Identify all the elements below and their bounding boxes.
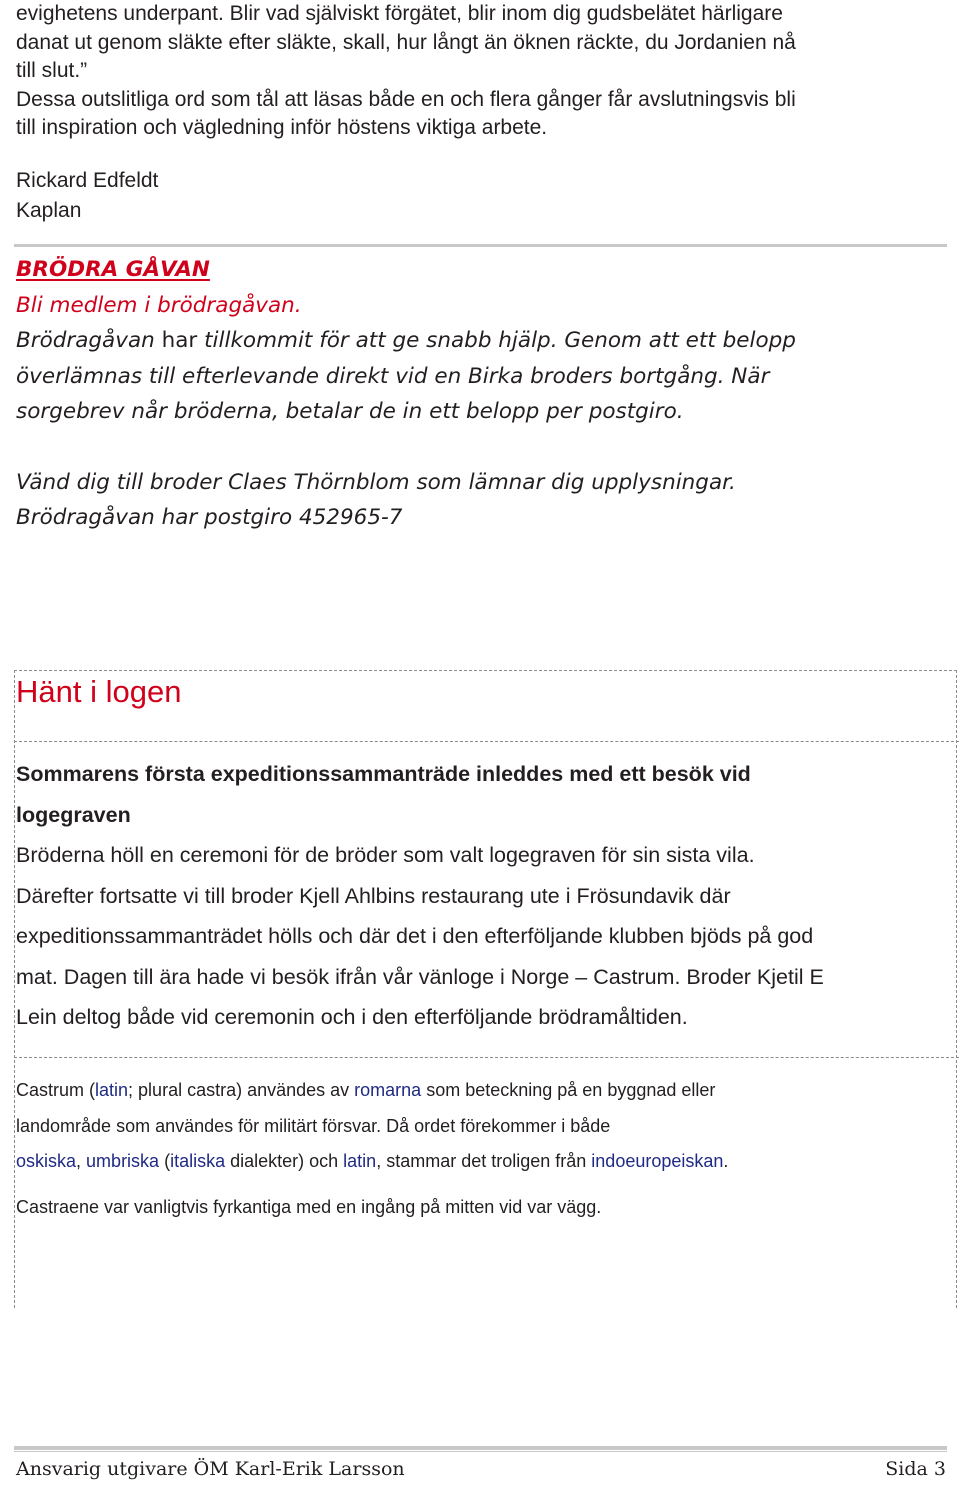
castrum-text: , stammar det troligen från: [376, 1151, 592, 1171]
intro-line: evighetens underpant. Blir vad själviskt förgätet, blir inom dig gudsbelätet härligare: [16, 2, 783, 25]
link-romarna[interactable]: romarna: [354, 1080, 422, 1100]
castrum-text: (: [159, 1151, 171, 1171]
dashed-divider: [14, 1057, 959, 1058]
castrum-text: som beteckning på en byggnad eller: [421, 1080, 716, 1100]
article-headline: Sommarens första expeditionssammanträde inleddes med ett besök vid: [16, 762, 751, 786]
dashed-divider: [14, 741, 959, 742]
link-indoeuropeiskan[interactable]: indoeuropeiskan: [591, 1151, 724, 1171]
page-number: Sida 3: [885, 1458, 946, 1480]
castrum-text: dialekter) och: [225, 1151, 344, 1171]
article-line: mat. Dagen till ära hade vi besök ifrån vår vänloge i Norge – Castrum. Broder Kjetil E: [16, 964, 824, 989]
section-divider: [14, 244, 947, 247]
castrum-text: .: [723, 1151, 729, 1171]
link-italiska[interactable]: italiska: [170, 1151, 226, 1171]
brodragavan-has: har: [161, 328, 198, 353]
footer-rule: [14, 1446, 947, 1450]
brodragavan-postgiro: Brödragåvan har postgiro 452965-7: [16, 505, 403, 530]
intro-line: till inspiration och vägledning inför höstens viktiga arbete.: [16, 116, 548, 139]
intro-line: till slut.”: [16, 59, 88, 82]
article-line: Lein deltog både vid ceremonin och i den efterföljande brödramåltiden.: [16, 1005, 688, 1029]
castrum-text: Castrum (: [16, 1080, 96, 1100]
link-umbriska[interactable]: umbriska: [86, 1151, 160, 1171]
brodragavan-body-line: sorgebrev når bröderna, betalar de in ett belopp per postgiro.: [16, 399, 684, 424]
article-line: Därefter fortsatte vi till broder Kjell Ahlbins restaurang ute i Frösundavik där: [16, 883, 731, 908]
link-oskiska[interactable]: oskiska: [16, 1151, 77, 1171]
castrum-note: [16, 1073, 936, 1225]
signature-role: Kaplan: [16, 199, 82, 222]
castrum-text: ,: [76, 1151, 87, 1171]
castrum-line: landområde som användes för militärt försvar. Då ordet förekommer i både: [16, 1115, 611, 1136]
brodragavan-contact-line: Vänd dig till broder Claes Thörnblom som lämnar dig upplysningar.: [16, 469, 736, 495]
article-line: Bröderna höll en ceremoni för de bröder som valt logegraven för sin sista vila.: [16, 843, 755, 867]
brodragavan-text: tillkommit för att ge snabb hjälp. Genom att ett belopp: [204, 328, 796, 353]
signature: [16, 166, 158, 226]
hant-title: Hänt i logen: [16, 674, 182, 709]
article-headline: logegraven: [16, 802, 131, 827]
footer-publisher: Ansvarig utgivare ÖM Karl-Erik Larsson: [16, 1458, 405, 1480]
signature-name: Rickard Edfeldt: [16, 169, 159, 192]
castrum-text: ; plural castra) användes av: [128, 1080, 355, 1100]
intro-line: danat ut genom släkte efter släkte, skall, hur långt än öknen räckte, du Jordanien nå: [16, 30, 796, 54]
link-latin-2[interactable]: latin: [343, 1151, 377, 1171]
castrum-line: Castraene var vanligtvis fyrkantiga med en ingång på mitten vid var vägg.: [16, 1196, 602, 1217]
brodragavan-body-line: [16, 323, 946, 359]
brodragavan-name: Brödragåvan: [16, 328, 155, 353]
article-line: expeditionssammanträdet hölls och där det i den efterföljande klubben bjöds på god: [16, 924, 814, 948]
intro-line: Dessa outslitliga ord som tål att läsas både en och flera gånger får avslutningsvis bli: [16, 87, 796, 111]
link-latin[interactable]: latin: [95, 1080, 129, 1100]
castrum-line: [16, 1144, 936, 1180]
castrum-line: [16, 1073, 936, 1109]
brodragavan-title: BRÖDRA GÅVAN: [16, 257, 210, 282]
brodragavan-section: [16, 252, 946, 536]
footer-rule-thin: [14, 1451, 947, 1452]
hant-article: [16, 754, 950, 1038]
brodragavan-subtitle: Bli medlem i brödragåvan.: [16, 292, 302, 318]
brodragavan-body-line: överlämnas till efterlevande direkt vid en Birka broders bortgång. När: [16, 363, 770, 389]
intro-text: [16, 0, 946, 143]
